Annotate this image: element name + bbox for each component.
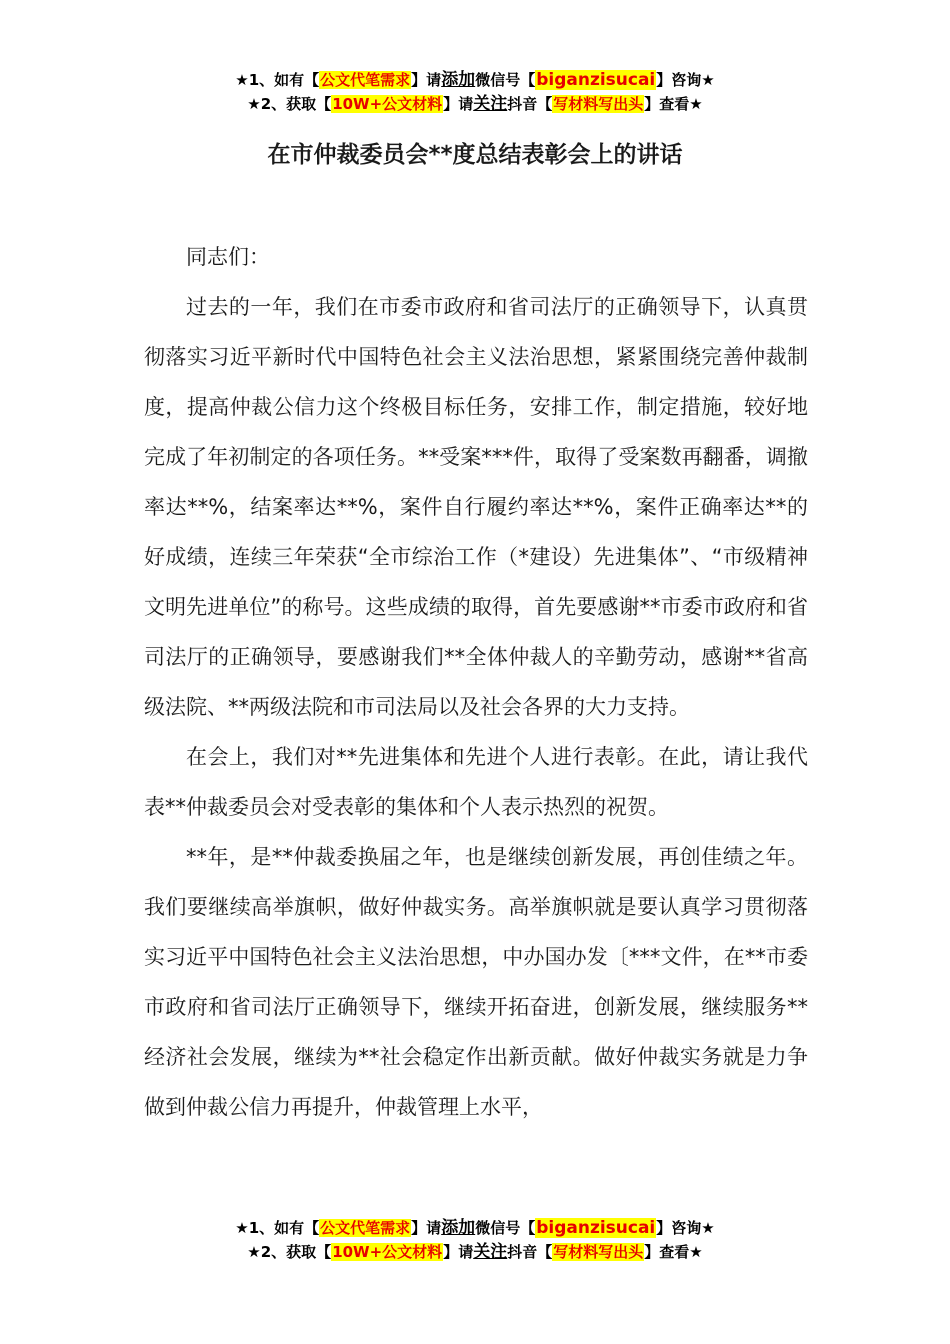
banner-line-1-highlight-service: 公文代笔需求: [320, 71, 411, 89]
banner-line-2-highlight-materials: 10W+公文材料: [332, 1243, 443, 1261]
banner-line-2-douyin-account: 写材料写出头: [553, 1243, 644, 1261]
banner-line-1-prefix: ★1、如有【: [235, 71, 320, 89]
banner-line-2-mid: 】请: [443, 1243, 474, 1261]
banner-line-2-suffix: 】查看★: [644, 95, 703, 113]
banner-line-1-mid2: 微信号【: [475, 1219, 536, 1237]
banner-line-2-prefix: ★2、获取【: [247, 1243, 332, 1261]
banner-line-2-mid2: 抖音【: [507, 1243, 553, 1261]
body-paragraph-2: 在会上，我们对**先进集体和先进个人进行表彰。在此，请让我代表**仲裁委员会对受表彰的集体和个人表示热烈的祝贺。: [144, 745, 808, 819]
banner-line-1-mid: 】请: [411, 71, 442, 89]
banner-line-1-highlight-service: 公文代笔需求: [320, 1219, 411, 1237]
body-paragraph-1: 过去的一年，我们在市委市政府和省司法厅的正确领导下，认真贯彻落实习近平新时代中国特色社会主义法治思想，紧紧围绕完善仲裁制度，提高仲裁公信力这个终极目标任务，安排工作，制定措施，较好地完成了年初制定的各项任务。**受案***件，取得了受案数再翻番，调撤率达**%，结案率达**%，案件自行履约率达**%，案件正确率达**的好成绩，连续三年荣获“全市综治工作（*建设）先进集体”、“市级精神文明先进单位”的称号。这些成绩的取得，首先要感谢**市委市政府和省司法厅的正确领导，要感谢我们**全体仲裁人的辛勤劳动，感谢**省高级法院、**两级法院和市司法局以及社会各界的大力支持。: [144, 295, 808, 719]
banner-line-2: [0, 92, 950, 116]
banner-line-1-underlined: 添加: [441, 1218, 476, 1238]
banner-line-2-highlight-materials: 10W+公文材料: [332, 95, 443, 113]
banner-line-2-suffix: 】查看★: [644, 1243, 703, 1261]
banner-line-2-douyin-account: 写材料写出头: [553, 95, 644, 113]
banner-line-2-mid2: 抖音【: [507, 95, 553, 113]
banner-line-1-mid: 】请: [411, 1219, 442, 1237]
banner-line-2-underlined: 关注: [473, 1242, 508, 1262]
document-body: [144, 232, 808, 1132]
banner-line-2-mid: 】请: [443, 95, 474, 113]
banner-line-1-underlined: 添加: [441, 70, 476, 90]
bottom-banner: [0, 1216, 950, 1264]
banner-line-1-suffix: 】咨询★: [656, 1219, 715, 1237]
salutation: 同志们：: [186, 245, 270, 269]
banner-line-2-prefix: ★2、获取【: [247, 95, 332, 113]
banner-line-1-suffix: 】咨询★: [656, 71, 715, 89]
banner-line-1-mid2: 微信号【: [475, 71, 536, 89]
banner-line-1-prefix: ★1、如有【: [235, 1219, 320, 1237]
banner-line-2-underlined: 关注: [473, 94, 508, 114]
banner-line-2: [0, 1240, 950, 1264]
banner-line-1-wechat-id: biganzisucai: [536, 70, 656, 90]
document-title: 在市仲裁委员会**度总结表彰会上的讲话: [267, 142, 683, 168]
body-paragraph-3: **年，是**仲裁委换届之年，也是继续创新发展，再创佳绩之年。我们要继续高举旗帜，做好仲裁实务。高举旗帜就是要认真学习贯彻落实习近平中国特色社会主义法治思想，中办国办发〔***文件，在**市委市政府和省司法厅正确领导下，继续开拓奋进，创新发展，继续服务**经济社会发展，继续为**社会稳定作出新贡献。做好仲裁实务就是力争做到仲裁公信力再提升，仲裁管理上水平，: [144, 845, 808, 1119]
banner-line-1-wechat-id: biganzisucai: [536, 1218, 656, 1238]
banner-line-1: [0, 1216, 950, 1240]
top-banner: [0, 68, 950, 116]
banner-line-1: [0, 68, 950, 92]
